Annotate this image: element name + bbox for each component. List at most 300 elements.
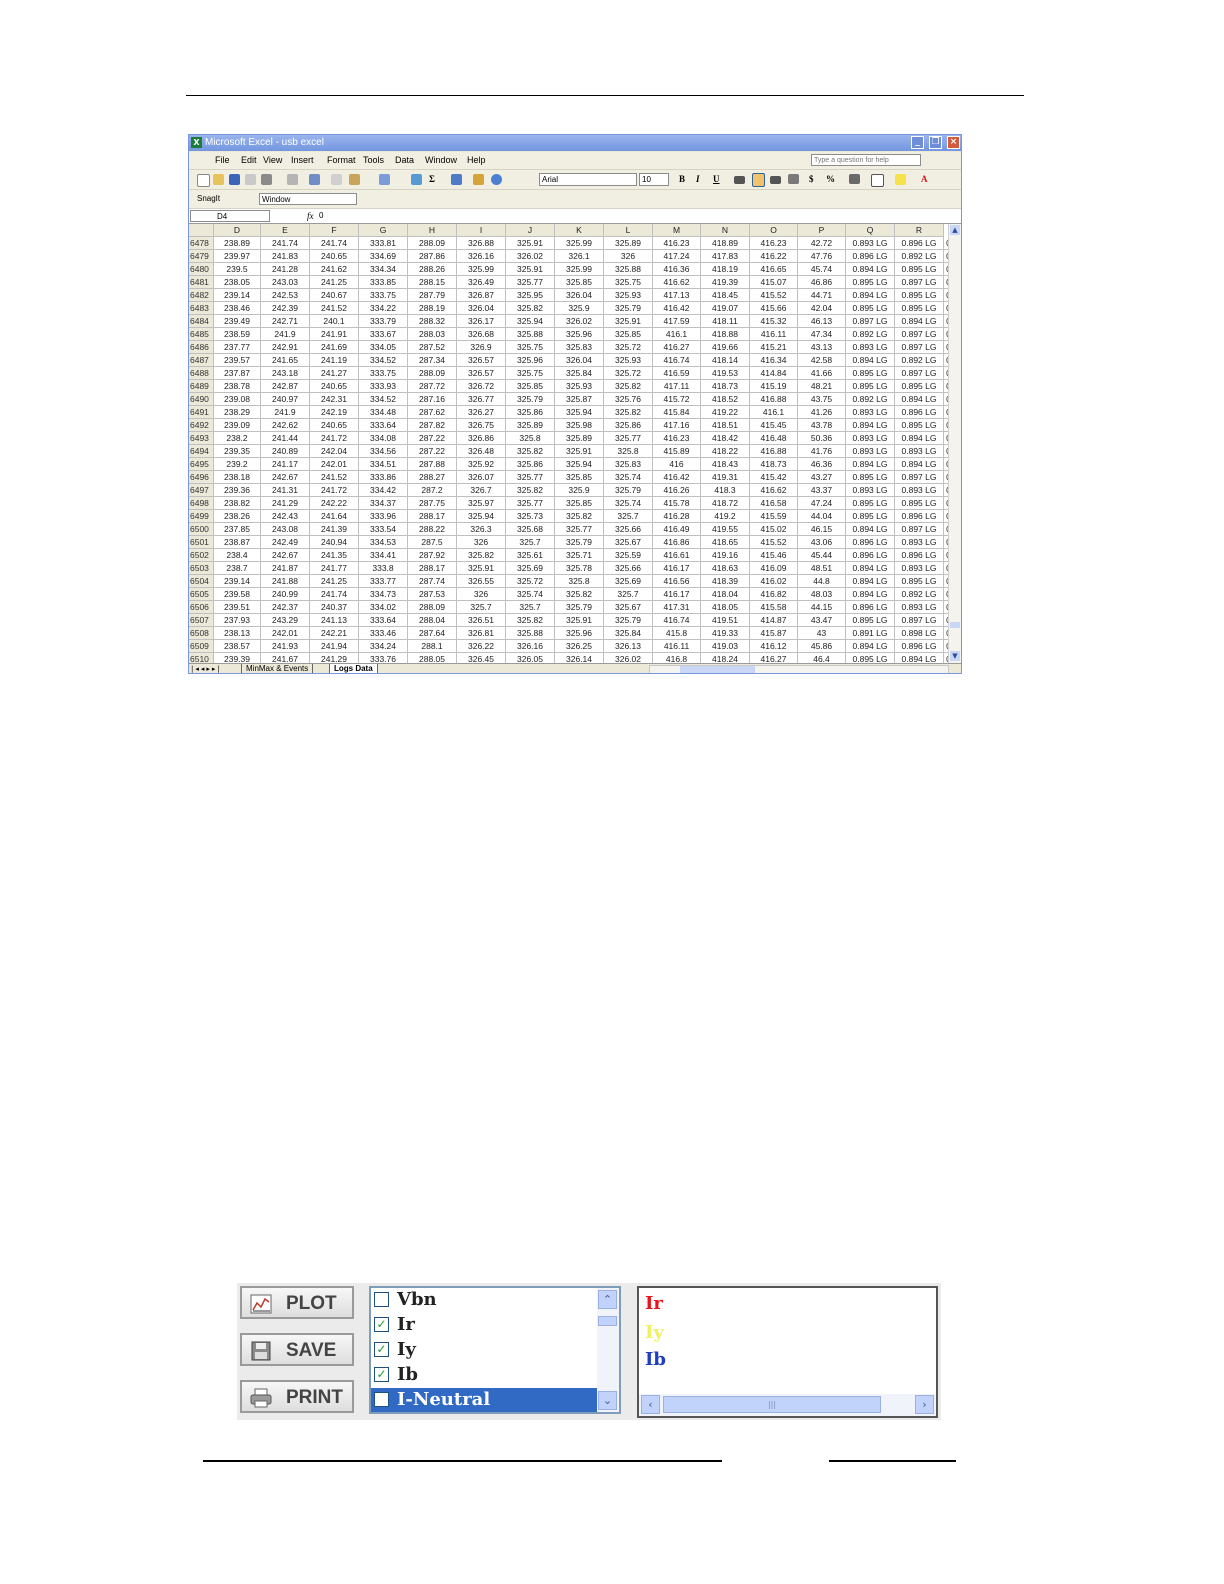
print-button[interactable] (240, 1380, 354, 1413)
table-cell[interactable]: 242.43 (261, 510, 310, 523)
table-cell[interactable]: 325.82 (604, 380, 653, 393)
column-header-d[interactable]: D (214, 224, 261, 237)
table-cell[interactable]: 325.77 (604, 432, 653, 445)
table-cell[interactable]: 325.94 (555, 458, 604, 471)
italic-button[interactable]: I (696, 174, 700, 184)
table-cell[interactable]: 242.04 (310, 445, 359, 458)
table-cell[interactable]: 288.09 (408, 601, 457, 614)
table-cell[interactable]: 325.7 (604, 588, 653, 601)
table-cell[interactable]: 242.67 (261, 549, 310, 562)
table-cell[interactable]: 325.82 (506, 445, 555, 458)
table-cell[interactable]: 46.36 (798, 458, 846, 471)
scroll-down-arrow-icon[interactable]: ⌄ (598, 1391, 617, 1410)
checkbox-checked-icon[interactable]: ✓ (374, 1317, 389, 1332)
table-cell[interactable]: 241.88 (261, 575, 310, 588)
minimize-button[interactable]: _ (911, 136, 924, 149)
open-folder-icon[interactable] (213, 174, 224, 185)
checkbox-unchecked-icon[interactable] (374, 1392, 389, 1407)
table-cell[interactable]: 334.52 (359, 354, 408, 367)
table-cell[interactable]: 325.74 (506, 588, 555, 601)
table-cell[interactable]: 0.894 LG (846, 562, 895, 575)
underline-button[interactable]: U (713, 174, 720, 184)
table-cell[interactable]: 43.13 (798, 341, 846, 354)
table-cell[interactable]: 242.49 (261, 536, 310, 549)
table-cell[interactable]: 237.85 (214, 523, 261, 536)
table-cell[interactable]: 0.893 LG (895, 562, 944, 575)
table-cell[interactable]: 416.23 (750, 237, 798, 250)
table-cell[interactable]: 325.74 (604, 497, 653, 510)
column-header-f[interactable]: F (310, 224, 359, 237)
table-cell[interactable]: 241.74 (261, 237, 310, 250)
table-cell[interactable]: 419.39 (701, 276, 750, 289)
table-cell[interactable]: 0.893 LG (846, 432, 895, 445)
table-cell[interactable]: 0.896 LG (895, 549, 944, 562)
table-cell[interactable]: 0.893 LG (846, 445, 895, 458)
table-cell[interactable]: 242.37 (261, 601, 310, 614)
table-cell[interactable]: 0.895 LG (895, 289, 944, 302)
checkbox-unchecked-icon[interactable] (374, 1292, 389, 1307)
table-cell[interactable]: 43 (798, 627, 846, 640)
table-cell[interactable]: 416.48 (750, 432, 798, 445)
row-header[interactable]: 6487 (189, 354, 214, 367)
table-cell[interactable]: 325.96 (506, 354, 555, 367)
table-cell[interactable]: 325.72 (604, 367, 653, 380)
table-cell[interactable]: 414.87 (750, 614, 798, 627)
table-cell[interactable]: 241.9 (261, 328, 310, 341)
table-cell[interactable]: 416.61 (653, 549, 701, 562)
table-cell[interactable]: 48.03 (798, 588, 846, 601)
new-document-icon[interactable] (197, 174, 210, 187)
table-cell[interactable]: 325.86 (506, 458, 555, 471)
font-size-select[interactable]: 10 (639, 173, 669, 186)
table-cell[interactable]: 415.32 (750, 315, 798, 328)
table-cell[interactable]: 239.2 (214, 458, 261, 471)
column-header-g[interactable]: G (359, 224, 408, 237)
table-cell[interactable]: 0.894 LG (846, 354, 895, 367)
table-cell[interactable]: 325.7 (457, 601, 506, 614)
table-cell[interactable]: 287.72 (408, 380, 457, 393)
table-cell[interactable]: 0.895 LG (846, 302, 895, 315)
table-cell[interactable]: 0.897 LG (895, 276, 944, 289)
table-cell[interactable]: 0.895 LG (846, 510, 895, 523)
table-cell[interactable]: 242.39 (261, 302, 310, 315)
table-cell[interactable]: 241.87 (261, 562, 310, 575)
table-cell[interactable]: 416.86 (653, 536, 701, 549)
menu-item-file[interactable]: File (215, 155, 230, 165)
table-cell[interactable]: 418.14 (701, 354, 750, 367)
table-cell[interactable]: 241.35 (310, 549, 359, 562)
table-cell[interactable]: 325.67 (604, 601, 653, 614)
table-cell[interactable]: 416.27 (750, 653, 798, 663)
table-cell[interactable]: 417.13 (653, 289, 701, 302)
table-cell[interactable]: 325.9 (555, 302, 604, 315)
table-cell[interactable]: 242.91 (261, 341, 310, 354)
indent-icon[interactable] (849, 174, 860, 184)
table-cell[interactable]: 325.91 (555, 445, 604, 458)
table-cell[interactable]: 415.07 (750, 276, 798, 289)
table-cell[interactable]: 325.77 (555, 523, 604, 536)
table-cell[interactable]: 333.79 (359, 315, 408, 328)
table-cell[interactable]: 239.49 (214, 315, 261, 328)
table-cell[interactable]: 0.895 LG (895, 263, 944, 276)
table-cell[interactable]: 419.51 (701, 614, 750, 627)
table-cell[interactable]: 325.85 (555, 276, 604, 289)
table-cell[interactable]: 325.88 (506, 328, 555, 341)
table-cell[interactable]: 326.3 (457, 523, 506, 536)
table-cell[interactable]: 238.4 (214, 549, 261, 562)
table-cell[interactable]: 287.22 (408, 445, 457, 458)
table-cell[interactable]: 326.22 (457, 640, 506, 653)
table-cell[interactable]: 416.1 (750, 406, 798, 419)
table-cell[interactable]: 288.05 (408, 653, 457, 663)
table-cell[interactable]: 240.67 (310, 289, 359, 302)
table-cell[interactable]: 0.897 LG (895, 328, 944, 341)
table-cell[interactable]: 288.17 (408, 562, 457, 575)
table-cell[interactable]: 238.7 (214, 562, 261, 575)
table-cell[interactable]: 240.97 (261, 393, 310, 406)
table-cell[interactable]: 416.23 (653, 237, 701, 250)
row-header[interactable]: 6481 (189, 276, 214, 289)
table-cell[interactable]: 287.88 (408, 458, 457, 471)
table-cell[interactable]: 0.894 LG (895, 315, 944, 328)
table-cell[interactable]: 325.77 (506, 497, 555, 510)
table-cell[interactable]: 415.87 (750, 627, 798, 640)
table-cell[interactable]: 418.45 (701, 289, 750, 302)
table-cell[interactable]: 0.894 LG (846, 588, 895, 601)
checklist-item[interactable] (371, 1313, 597, 1338)
table-cell[interactable]: 326.57 (457, 354, 506, 367)
table-cell[interactable]: 0.895 LG (895, 419, 944, 432)
formula-input[interactable]: 0 (319, 211, 324, 220)
tab-minmax-events[interactable]: MinMax & Events (241, 664, 313, 674)
table-cell[interactable]: 0.894 LG (846, 523, 895, 536)
table-cell[interactable]: 0.895 LG (846, 497, 895, 510)
table-cell[interactable]: 325.82 (604, 406, 653, 419)
table-cell[interactable]: 326.27 (457, 406, 506, 419)
table-cell[interactable]: 238.57 (214, 640, 261, 653)
table-cell[interactable]: 325.93 (604, 354, 653, 367)
table-cell[interactable]: 326.04 (555, 354, 604, 367)
table-cell[interactable]: 0.895 LG (846, 367, 895, 380)
column-header-o[interactable]: O (750, 224, 798, 237)
channel-checklist[interactable] (369, 1286, 621, 1414)
print-preview-icon[interactable] (287, 174, 298, 185)
table-cell[interactable]: 325.88 (604, 263, 653, 276)
table-cell[interactable]: 46.86 (798, 276, 846, 289)
table-cell[interactable]: 238.29 (214, 406, 261, 419)
table-cell[interactable]: 241.17 (261, 458, 310, 471)
vertical-scrollbar[interactable] (948, 224, 961, 663)
table-cell[interactable]: 326.45 (457, 653, 506, 663)
align-left-icon[interactable] (734, 176, 745, 184)
row-header[interactable]: 6501 (189, 536, 214, 549)
row-header[interactable]: 6482 (189, 289, 214, 302)
table-cell[interactable]: 325.84 (604, 627, 653, 640)
tab-logs-data[interactable]: Logs Data (329, 664, 378, 674)
table-cell[interactable]: 325.67 (604, 536, 653, 549)
table-cell[interactable]: 287.75 (408, 497, 457, 510)
table-cell[interactable]: 42.04 (798, 302, 846, 315)
table-cell[interactable]: 239.14 (214, 289, 261, 302)
table-cell[interactable]: 0.894 LG (846, 640, 895, 653)
table-cell[interactable]: 416.36 (653, 263, 701, 276)
table-cell[interactable]: 325.75 (506, 367, 555, 380)
table-cell[interactable]: 0.893 LG (846, 237, 895, 250)
table-cell[interactable]: 326.55 (457, 575, 506, 588)
table-cell[interactable]: 334.48 (359, 406, 408, 419)
table-cell[interactable]: 239.97 (214, 250, 261, 263)
table-cell[interactable]: 415.42 (750, 471, 798, 484)
row-header[interactable]: 6494 (189, 445, 214, 458)
table-cell[interactable]: 242.19 (310, 406, 359, 419)
scroll-up-arrow-icon[interactable]: ▲ (950, 225, 960, 235)
table-cell[interactable]: 48.51 (798, 562, 846, 575)
select-all-corner[interactable] (189, 224, 214, 237)
table-cell[interactable]: 326.04 (457, 302, 506, 315)
table-cell[interactable]: 288.27 (408, 471, 457, 484)
table-cell[interactable]: 239.58 (214, 588, 261, 601)
table-cell[interactable]: 419.31 (701, 471, 750, 484)
table-cell[interactable]: 240.1 (310, 315, 359, 328)
table-cell[interactable]: 48.21 (798, 380, 846, 393)
table-cell[interactable]: 415.72 (653, 393, 701, 406)
table-cell[interactable]: 325.82 (555, 510, 604, 523)
table-cell[interactable]: 287.2 (408, 484, 457, 497)
table-cell[interactable]: 416.28 (653, 510, 701, 523)
checkbox-checked-icon[interactable]: ✓ (374, 1367, 389, 1382)
autosum-icon[interactable]: Σ (429, 174, 435, 184)
table-cell[interactable]: 242.22 (310, 497, 359, 510)
name-box[interactable]: D4 (190, 210, 270, 222)
table-cell[interactable]: 240.65 (310, 250, 359, 263)
table-cell[interactable]: 243.29 (261, 614, 310, 627)
table-cell[interactable]: 325.87 (555, 393, 604, 406)
table-cell[interactable]: 333.93 (359, 380, 408, 393)
sort-ascending-icon[interactable] (451, 174, 462, 185)
table-cell[interactable]: 287.82 (408, 419, 457, 432)
scroll-up-arrow-icon[interactable]: ⌃ (598, 1290, 617, 1309)
table-cell[interactable]: 325.91 (555, 614, 604, 627)
table-cell[interactable]: 241.72 (310, 484, 359, 497)
table-cell[interactable]: 0.892 LG (846, 393, 895, 406)
table-cell[interactable]: 325.79 (555, 601, 604, 614)
scroll-left-arrow-icon[interactable]: ‹ (641, 1395, 660, 1414)
table-cell[interactable]: 288.17 (408, 510, 457, 523)
table-cell[interactable]: 241.19 (310, 354, 359, 367)
merge-center-icon[interactable] (788, 174, 799, 184)
table-cell[interactable]: 325.8 (604, 445, 653, 458)
table-cell[interactable]: 334.34 (359, 263, 408, 276)
table-cell[interactable]: 333.64 (359, 419, 408, 432)
table-cell[interactable]: 415.59 (750, 510, 798, 523)
spreadsheet-grid[interactable] (189, 224, 961, 663)
menu-item-window[interactable]: Window (425, 155, 458, 165)
table-cell[interactable]: 416.62 (750, 484, 798, 497)
table-cell[interactable]: 238.2 (214, 432, 261, 445)
table-cell[interactable]: 325.92 (457, 458, 506, 471)
row-header[interactable]: 6507 (189, 614, 214, 627)
table-cell[interactable]: 334.53 (359, 536, 408, 549)
table-cell[interactable]: 326.77 (457, 393, 506, 406)
column-header-l[interactable]: L (604, 224, 653, 237)
table-cell[interactable]: 325.79 (604, 484, 653, 497)
row-header[interactable]: 6478 (189, 237, 214, 250)
table-cell[interactable]: 325.94 (555, 406, 604, 419)
table-cell[interactable]: 416.56 (653, 575, 701, 588)
table-cell[interactable]: 326.88 (457, 237, 506, 250)
table-cell[interactable]: 243.18 (261, 367, 310, 380)
table-cell[interactable]: 41.66 (798, 367, 846, 380)
table-cell[interactable]: 416.74 (653, 614, 701, 627)
table-cell[interactable]: 287.86 (408, 250, 457, 263)
table-cell[interactable]: 325.93 (555, 380, 604, 393)
table-cell[interactable]: 41.26 (798, 406, 846, 419)
table-cell[interactable]: 418.65 (701, 536, 750, 549)
table-cell[interactable]: 417.24 (653, 250, 701, 263)
snagit-target-select[interactable]: Window (259, 193, 357, 205)
table-cell[interactable]: 325.79 (506, 393, 555, 406)
legend-scroll-thumb[interactable]: ||| (663, 1396, 881, 1413)
table-cell[interactable]: 418.43 (701, 458, 750, 471)
fill-color-icon[interactable] (895, 174, 906, 185)
table-cell[interactable]: 325.91 (506, 263, 555, 276)
table-cell[interactable]: 325.7 (506, 536, 555, 549)
table-cell[interactable]: 287.92 (408, 549, 457, 562)
table-cell[interactable]: 241.72 (310, 432, 359, 445)
table-cell[interactable]: 416.42 (653, 302, 701, 315)
row-header[interactable]: 6506 (189, 601, 214, 614)
table-cell[interactable]: 242.21 (310, 627, 359, 640)
table-cell[interactable]: 0.895 LG (895, 380, 944, 393)
column-header-q[interactable]: Q (846, 224, 895, 237)
table-cell[interactable]: 241.44 (261, 432, 310, 445)
table-cell[interactable]: 42.72 (798, 237, 846, 250)
table-cell[interactable]: 241.13 (310, 614, 359, 627)
column-header-e[interactable]: E (261, 224, 310, 237)
table-cell[interactable]: 416.82 (750, 588, 798, 601)
table-cell[interactable]: 0.898 LG (895, 627, 944, 640)
row-header[interactable]: 6489 (189, 380, 214, 393)
table-cell[interactable]: 333.77 (359, 575, 408, 588)
checkbox-checked-icon[interactable]: ✓ (374, 1342, 389, 1357)
table-cell[interactable]: 415.66 (750, 302, 798, 315)
scroll-thumb[interactable] (950, 622, 960, 628)
table-cell[interactable]: 419.03 (701, 640, 750, 653)
save-icon[interactable] (229, 174, 240, 185)
scroll-down-arrow-icon[interactable]: ▼ (950, 651, 960, 661)
checklist-item[interactable] (371, 1338, 597, 1363)
table-cell[interactable]: 325.84 (555, 367, 604, 380)
table-cell[interactable]: 326.16 (457, 250, 506, 263)
table-cell[interactable]: 333.96 (359, 510, 408, 523)
table-cell[interactable]: 242.71 (261, 315, 310, 328)
column-header-n[interactable]: N (701, 224, 750, 237)
table-cell[interactable]: 417.59 (653, 315, 701, 328)
table-cell[interactable]: 47.76 (798, 250, 846, 263)
table-cell[interactable]: 240.65 (310, 419, 359, 432)
table-cell[interactable]: 418.19 (701, 263, 750, 276)
table-cell[interactable]: 416.74 (653, 354, 701, 367)
table-cell[interactable]: 334.51 (359, 458, 408, 471)
table-cell[interactable]: 241.93 (261, 640, 310, 653)
table-cell[interactable]: 418.51 (701, 419, 750, 432)
table-cell[interactable]: 288.03 (408, 328, 457, 341)
table-cell[interactable]: 326.02 (506, 250, 555, 263)
table-cell[interactable]: 326.57 (457, 367, 506, 380)
table-cell[interactable]: 242.31 (310, 393, 359, 406)
table-cell[interactable]: 242.53 (261, 289, 310, 302)
table-cell[interactable]: 326.14 (555, 653, 604, 663)
table-cell[interactable]: 325.77 (506, 276, 555, 289)
table-cell[interactable]: 43.47 (798, 614, 846, 627)
table-cell[interactable]: 325.61 (506, 549, 555, 562)
table-cell[interactable]: 325.78 (555, 562, 604, 575)
table-cell[interactable]: 325.97 (457, 497, 506, 510)
table-cell[interactable]: 288.26 (408, 263, 457, 276)
table-cell[interactable]: 325.68 (506, 523, 555, 536)
table-cell[interactable]: 325.74 (604, 471, 653, 484)
row-header[interactable]: 6504 (189, 575, 214, 588)
spelling-icon[interactable] (309, 174, 320, 185)
table-cell[interactable]: 326.1 (555, 250, 604, 263)
table-cell[interactable]: 288.32 (408, 315, 457, 328)
table-cell[interactable]: 239.35 (214, 445, 261, 458)
table-cell[interactable]: 325.96 (555, 627, 604, 640)
table-cell[interactable]: 326.81 (457, 627, 506, 640)
table-cell[interactable]: 239.51 (214, 601, 261, 614)
table-cell[interactable]: 419.22 (701, 406, 750, 419)
table-cell[interactable]: 419.53 (701, 367, 750, 380)
legend-scrollbar[interactable] (639, 1394, 936, 1416)
table-cell[interactable]: 241.52 (310, 302, 359, 315)
table-cell[interactable]: 0.896 LG (846, 601, 895, 614)
table-cell[interactable]: 416.8 (653, 653, 701, 663)
row-header[interactable]: 6497 (189, 484, 214, 497)
row-header[interactable]: 6485 (189, 328, 214, 341)
table-cell[interactable]: 0.897 LG (895, 523, 944, 536)
table-cell[interactable]: 43.78 (798, 419, 846, 432)
table-cell[interactable]: 240.37 (310, 601, 359, 614)
table-cell[interactable]: 418.89 (701, 237, 750, 250)
table-cell[interactable]: 325.69 (506, 562, 555, 575)
row-header[interactable]: 6510 (189, 653, 214, 663)
table-cell[interactable]: 418.52 (701, 393, 750, 406)
table-cell[interactable]: 239.39 (214, 653, 261, 663)
table-cell[interactable]: 416.23 (653, 432, 701, 445)
table-cell[interactable]: 415.52 (750, 289, 798, 302)
table-cell[interactable]: 288.1 (408, 640, 457, 653)
table-cell[interactable]: 326.49 (457, 276, 506, 289)
snagit-button[interactable]: SnagIt (197, 194, 221, 203)
table-cell[interactable]: 239.5 (214, 263, 261, 276)
table-cell[interactable]: 416.02 (750, 575, 798, 588)
table-cell[interactable]: 0.896 LG (846, 536, 895, 549)
column-header-k[interactable]: K (555, 224, 604, 237)
table-cell[interactable]: 238.13 (214, 627, 261, 640)
row-header[interactable]: 6490 (189, 393, 214, 406)
table-cell[interactable]: 325.79 (604, 302, 653, 315)
table-cell[interactable]: 0.897 LG (895, 341, 944, 354)
table-cell[interactable]: 418.72 (701, 497, 750, 510)
menu-item-edit[interactable]: Edit (241, 155, 257, 165)
scroll-right-arrow-icon[interactable]: › (915, 1395, 934, 1414)
table-cell[interactable]: 325.73 (506, 510, 555, 523)
table-cell[interactable]: 418.88 (701, 328, 750, 341)
table-cell[interactable]: 241.39 (310, 523, 359, 536)
table-cell[interactable]: 325.82 (555, 588, 604, 601)
table-cell[interactable]: 41.76 (798, 445, 846, 458)
table-cell[interactable]: 325.83 (555, 341, 604, 354)
